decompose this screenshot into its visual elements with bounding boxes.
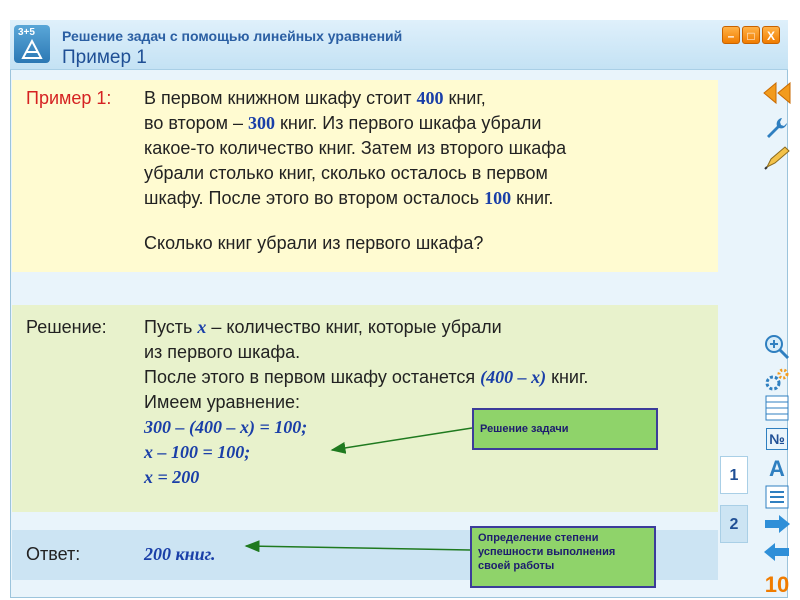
window-controls [722,26,780,44]
number-400: 400 [416,88,444,108]
solution-line-3: После этого в первом шкафу останется (400 – x) книг. [144,367,589,387]
zoom-icon[interactable] [762,333,792,361]
settings-gears-icon[interactable] [762,365,792,393]
answer-label: Ответ: [26,544,81,564]
solution-line-1: Пусть x – количество книг, которые убрали [144,317,502,337]
equation-2: x – 100 = 100; [144,442,251,462]
number-300: 300 [248,113,276,133]
example-line-4: убрали столько книг, сколько осталось в первом [144,163,548,183]
window-subtitle: Пример 1 [62,47,147,68]
variable-x: x [197,317,207,337]
solution-line-4: Имеем уравнение: [144,392,301,412]
side-toolbar [742,75,800,600]
example-line-5: шкафу. После этого во втором осталось 100 книг. [144,188,554,208]
list-icon[interactable] [762,485,792,513]
score-ten-icon[interactable]: 10 [764,572,790,597]
maximize-button[interactable]: □ [742,26,760,44]
wrench-icon[interactable] [762,115,792,143]
arrow-right-icon[interactable] [762,513,792,541]
solution-line-2: из первого шкафа. [144,342,301,362]
close-button[interactable]: X [762,26,780,44]
example-question: Сколько книг убрали из первого шкафа? [144,233,484,253]
solution-label: Решение: [26,317,107,337]
tab-2[interactable]: 2 [720,505,748,543]
example-text [144,86,566,256]
app-logo-icon [14,25,50,63]
example-panel [12,80,718,272]
example-line-3: какое-то количество книг. Затем из второго шкафа [144,138,567,158]
expression: (400 – x) [480,367,547,387]
arrow-left-icon[interactable] [762,541,792,569]
solution-text [144,315,588,490]
tab-1[interactable]: 1 [720,456,748,494]
answer-value: 200 книг. [144,544,216,564]
equation-3: x = 200 [144,467,200,487]
letter-a-icon[interactable]: А [769,456,785,481]
example-label: Пример 1: [26,88,112,108]
callout-assess: Определение степени успешности выполнения своей работы [470,526,656,588]
pencil-icon[interactable] [762,145,792,173]
example-line-2: во втором – 300 книг. Из первого шкафа убрали [144,113,542,133]
minimize-button[interactable]: – [722,26,740,44]
number-sign-icon[interactable]: № [762,425,792,453]
logo-text: 3+5 [18,27,35,38]
equation-1: 300 – (400 – x) = 100; [144,417,308,437]
rewind-icon[interactable] [762,81,792,109]
title-bar [10,20,788,70]
callout-solve: Решение задачи [472,408,658,450]
number-100: 100 [484,188,512,208]
example-line-1: В первом книжном шкафу стоит 400 книг, [144,88,486,108]
table-icon[interactable] [762,395,792,423]
window-title: Решение задач с помощью линейных уравнений [62,28,403,44]
